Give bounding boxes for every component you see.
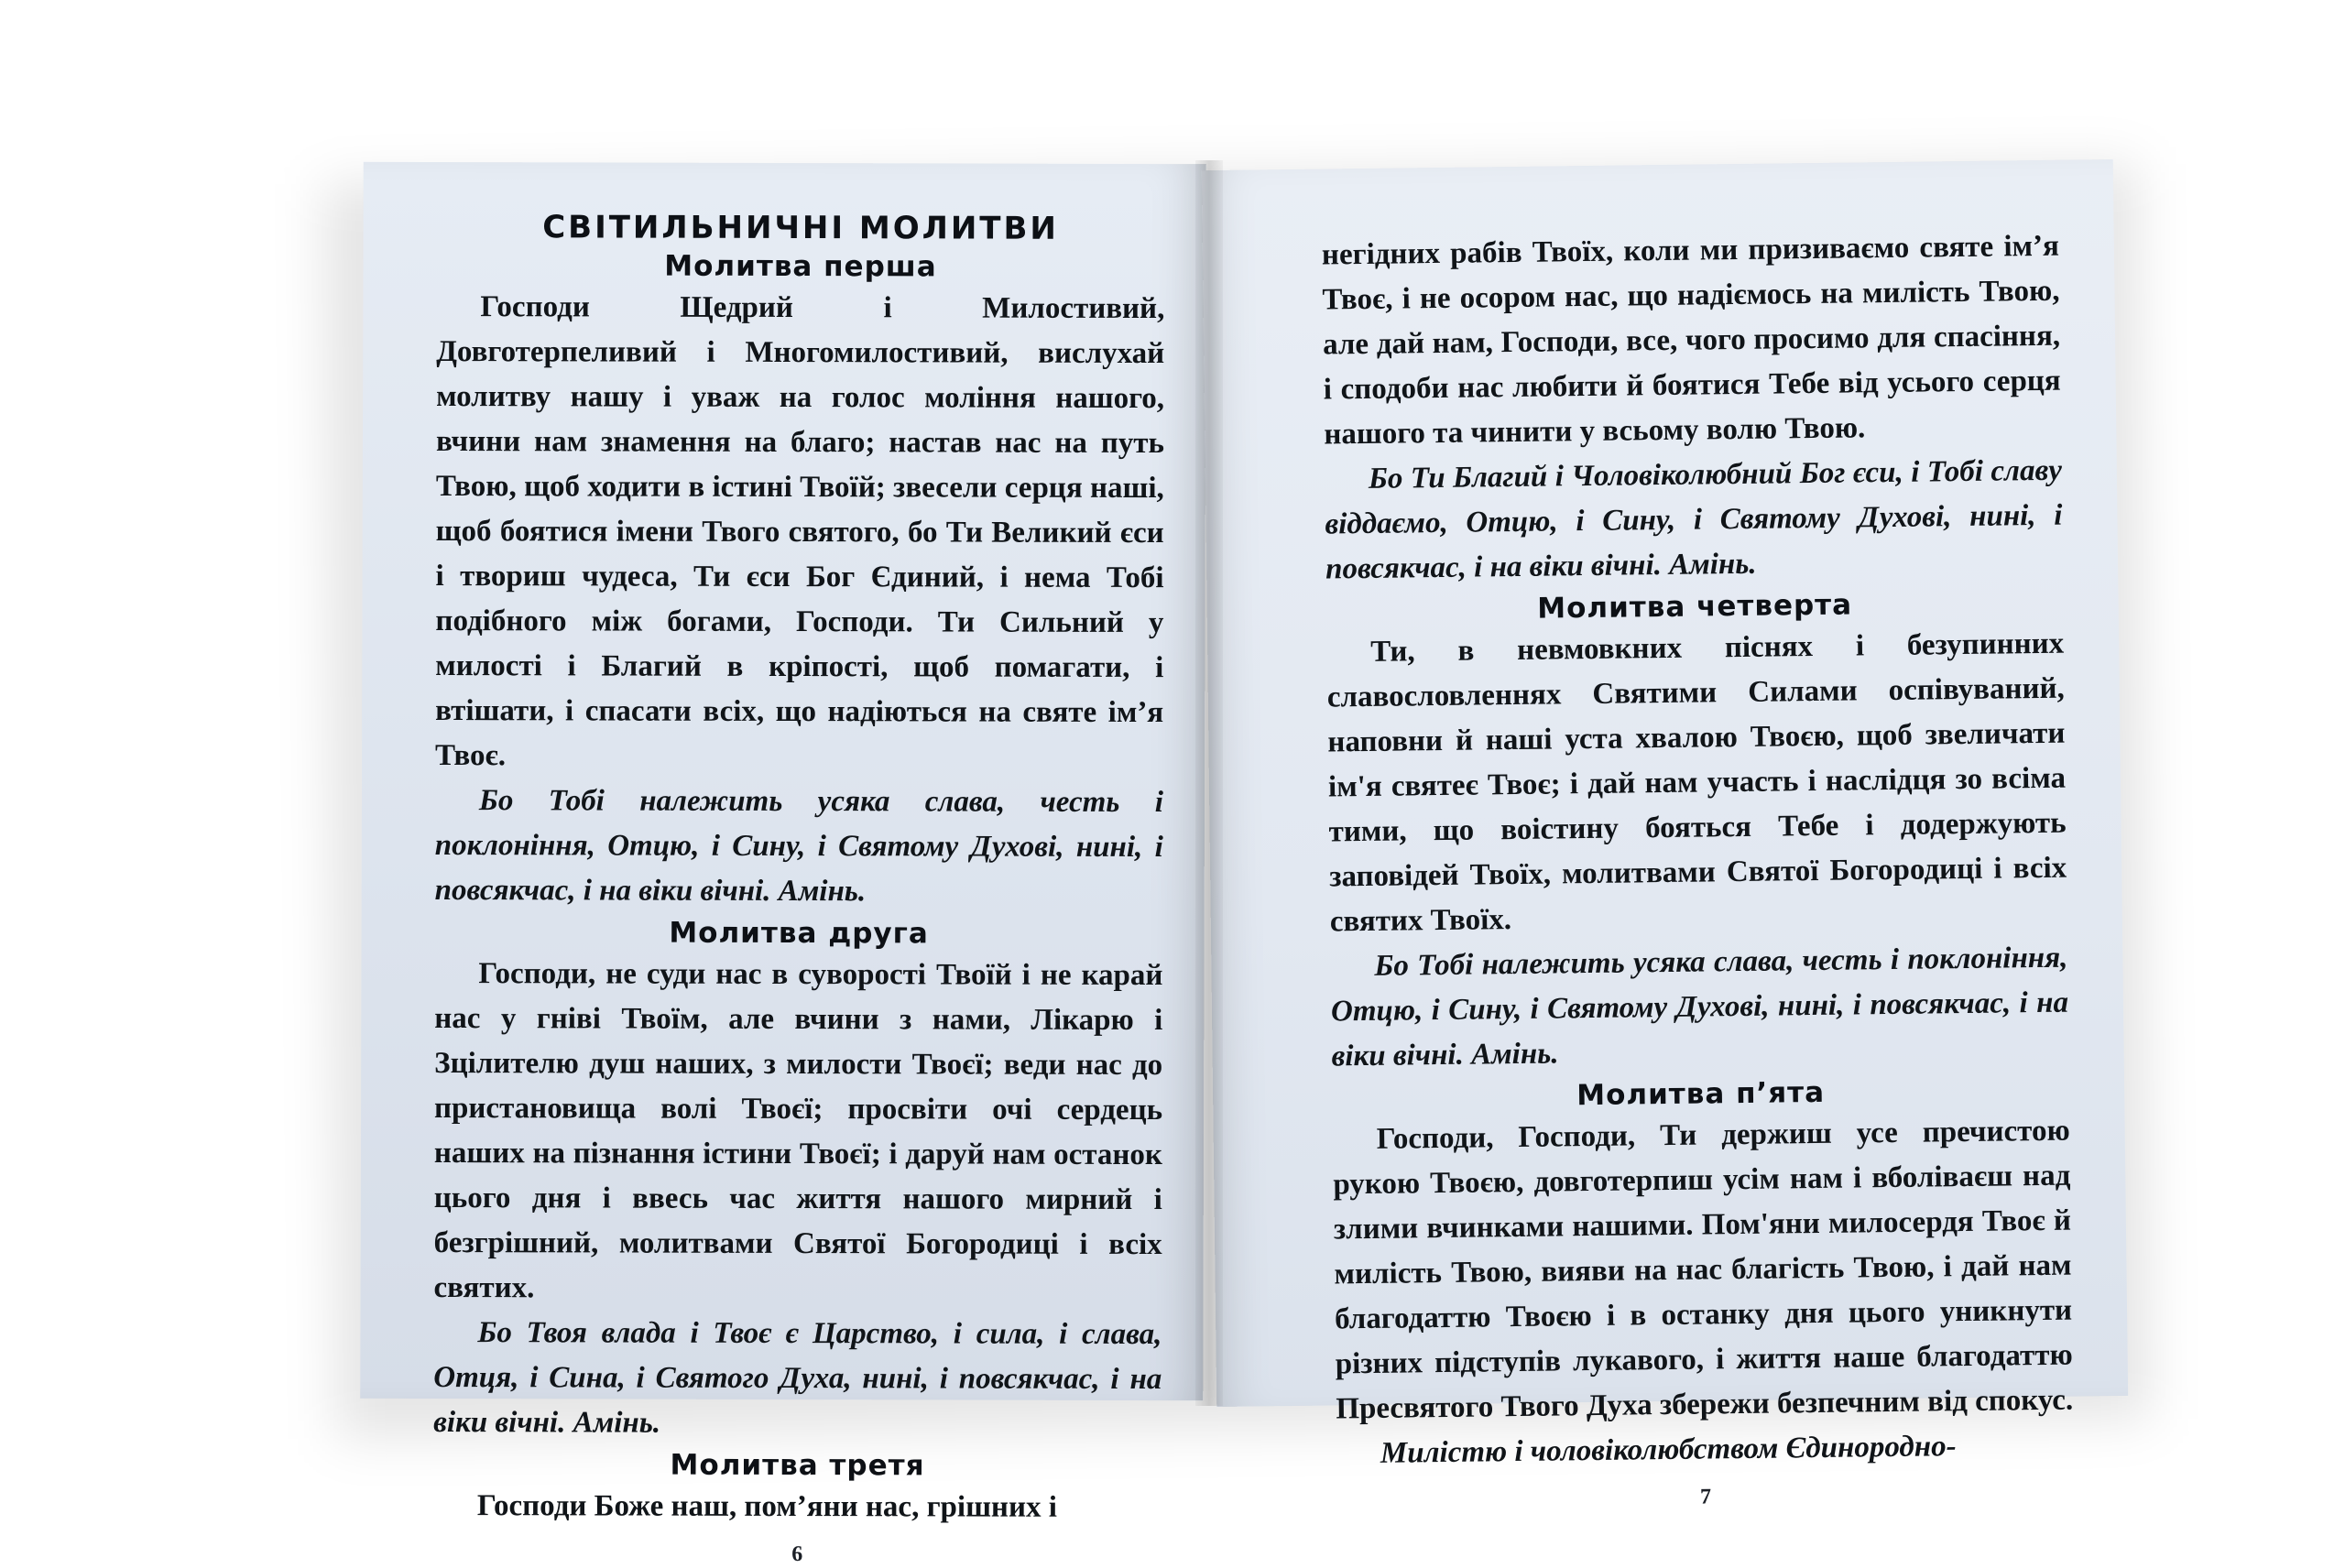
prayer-heading-1: Молитва перша [664, 249, 937, 284]
section-title: СВІТИЛЬНИЧНІ МОЛИТВИ [542, 209, 1059, 247]
right-page [1202, 159, 2128, 1509]
left-page [360, 162, 1206, 1567]
prayer-3-continued: негідних рабів Твоїх, коли ми призиваємо святе ім’я Твоє, і не осором нас, що надіємось на милість Твою, але дай нам, Господи, все, чого просимо для спасіння, і сподоби нас любити й боятися Тебе від усього серця нашого та чинити у всьому волю Твою. [1321, 229, 2061, 452]
right-page-text-3 [1332, 1109, 2074, 1477]
book-gutter [1195, 160, 1223, 1406]
prayer-4-doxology: Бо Тобі належить усяка слава, честь і поклоніння, Отцю, і Сину, і Святому Духові, нині, і повсякчас, і на віки вічні. Амінь. [1330, 941, 2069, 1073]
prayer-heading-3: Молитва третя [670, 1448, 925, 1483]
prayer-heading-2: Молитва друга [669, 916, 929, 951]
right-page-text-2 [1326, 622, 2069, 1080]
prayer-heading-4: Молитва четверта [1537, 588, 1853, 626]
prayer-1-doxology: Бо Тобі належить усяка слава, честь і поклоніння, Отцю, і Сину, і Святому Духові, нині, і повсякчас, і на віки вічні. Амінь. [434, 784, 1163, 909]
prayer-1-text: Господи Щедрий і Милостивий, Довготерпеливий і Многомилостивий, вислухай молитву нашу і уваж на голос моління нашого, вчини нам знамення на благо; настав нас на путь Твою, щоб ходити в істині Твоїй; звесели серця наші, щоб боятися імени Твого святого, бо Ти Великий єси і твориш чудеса, Ти єси Бог Єдиний, і нема Тобі подібного між богами, Господи. Ти Сильний у милості і Благий в кріпості, щоб помагати, і втішати, і спасати всіх, що надіються на святе ім’я Твоє. [435, 290, 1165, 773]
right-page-text [1322, 224, 2064, 593]
prayer-5-continued: Милістю і чоловіколюбством Єдинородно- [1380, 1430, 1957, 1470]
prayer-5-text: Господи, Господи, Ти держиш усе пречистою рукою Твоєю, довготерпиш усім нам і вболіваєш над злими вчинками нашими. Пом'яни милосердя Твоє й милість Твою, вияви на нас благість Твою, і дай нам благодаттю Твоєю і в останку дня цього уникнути різних підступів лукавого, і життя наше благодаттю Пресвятого Твого Духа збережи безпечним від спокус. [1333, 1114, 2074, 1426]
left-page-text-2 [433, 952, 1162, 1447]
prayer-4-text: Ти, в невмовкних піснях і безупинних славословленнях Святими Силами оспівуваний, наповни й наші уста хвалою Твоєю, щоб звеличати ім'я святеє Твоє; і дай нам участь і наслідця зо всіма тими, що воістину бояться Тебе і додержують заповідей Твоїх, молитвами Святої Богородиці і всіх святих Твоїх. [1326, 626, 2067, 939]
left-page-text [435, 285, 1165, 915]
left-page-text-3 [433, 1484, 1162, 1530]
prayer-3-doxology: Бо Ти Благий і Чоловіколюбний Бог єси, і Тобі славу віддаємо, Отцю, і Сину, і Святому Духові, нині, і повсякчас, і на віки вічні. Амінь. [1325, 453, 2063, 586]
page-number-left: 6 [791, 1542, 803, 1567]
page-number-right: 7 [1699, 1485, 1712, 1509]
prayer-2-text: Господи, не суди нас в суворості Твоїй і не карай нас у гніві Твоїм, але вчини з нами, Лікарю і Зцілителю душ наших, з милости Твоєї; веди нас до пристановища волі Твоєї; просвіти очі сердець наших на пізнання істини Твоєї; і даруй нам останок цього дня і ввесь час життя нашого мирний і безгрішний, молитвами Святої Богородиці і всіх святих. [433, 957, 1163, 1305]
prayer-3-text: Господи Боже наш, пом’яни нас, грішних і [476, 1489, 1057, 1524]
prayer-2-doxology: Бо Твоя влада і Твоє є Царство, і сила, і слава, Отця, і Сина, і Святого Духа, нині, і повсякчас, і на віки вічні. Амінь. [433, 1316, 1162, 1440]
prayer-heading-5: Молитва п’ята [1576, 1075, 1826, 1113]
